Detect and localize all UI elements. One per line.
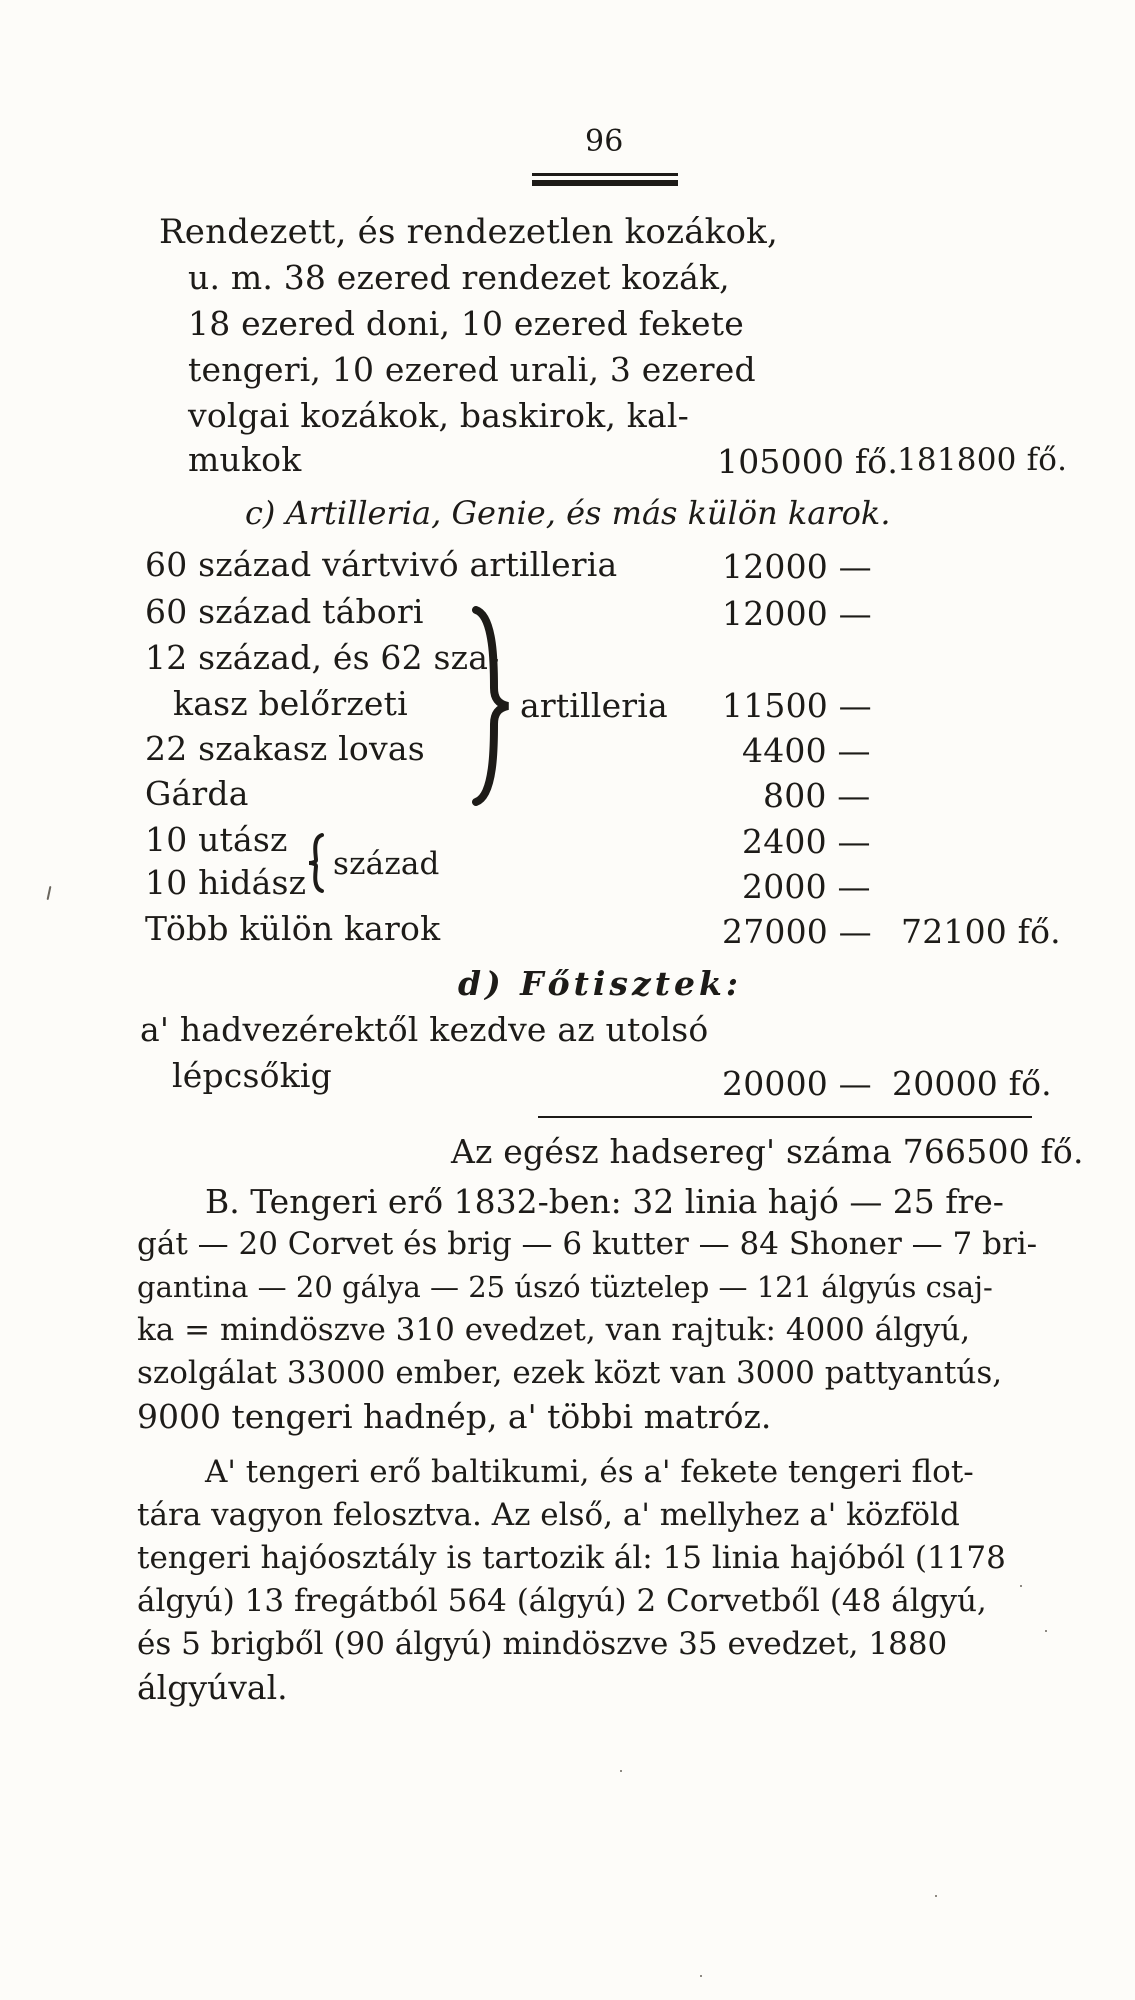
page-number: 96	[585, 124, 624, 159]
artilleria-row-3-label: 12 század, és 62 sza-	[145, 638, 500, 677]
para-b-line-5: szolgálat 33000 ember, ezek közt van 3000 pattyantús,	[137, 1355, 1003, 1391]
section-d-line-1: a' hadvezérektől kezdve az utolsó	[140, 1010, 709, 1049]
cossacks-line-2: u. m. 38 ezered rendezet kozák,	[188, 258, 730, 297]
para-fleet-line-4: álgyú) 13 fregátból 564 (álgyú) 2 Corvetből (48 álgyú,	[137, 1583, 987, 1619]
cossacks-value: 105000 fő.	[717, 442, 899, 481]
artilleria-row-6-label: Gárda	[145, 774, 249, 813]
section-d-line-2: lépcsőkig	[172, 1056, 332, 1095]
paragraph-b	[137, 1180, 1038, 1438]
grand-total: Az egész hadsereg' száma 766500 fő.	[451, 1132, 1084, 1171]
paper-speck	[47, 886, 52, 900]
para-fleet-line-3: tengeri hajóosztály is tartozik ál: 15 linia hajóból (1178	[137, 1540, 1006, 1576]
artilleria-row-8-value: 2000 —	[742, 867, 871, 906]
artilleria-row-9-label: Több külön karok	[145, 909, 441, 948]
para-fleet-line-2: tára vagyon felosztva. Az első, a' mellyhez a' közföld	[137, 1497, 960, 1533]
artilleria-row-1-value: 12000 —	[722, 547, 872, 586]
artilleria-row-2-label: 60 század tábori	[145, 592, 424, 631]
para-b-line-6: 9000 tengeri hadnép, a' többi matróz.	[137, 1397, 772, 1436]
header-rule	[532, 173, 678, 176]
section-d-total: 20000 fő.	[892, 1064, 1052, 1103]
para-fleet-line-6: álgyúval.	[137, 1668, 288, 1707]
brace-artilleria-label: artilleria	[520, 686, 668, 725]
para-fleet-line-1: A' tengeri erő baltikumi, és a' fekete tengeri flot-	[205, 1454, 974, 1490]
para-b-line-4: ka = mindöszve 310 evedzet, van rajtuk: 4000 álgyú,	[137, 1312, 971, 1348]
header-rule-thick	[532, 180, 678, 186]
artilleria-row-6-value: 800 —	[763, 776, 871, 815]
artilleria-row-2-value: 12000 —	[722, 594, 872, 633]
artilleria-row-4-label: kasz belőrzeti	[173, 684, 408, 723]
brace-artilleria	[468, 606, 512, 806]
paper-speck	[1045, 1630, 1047, 1632]
para-b-line-3: gantina — 20 gálya — 25 úszó tüztelep — 121 álgyús csaj-	[137, 1270, 993, 1304]
artilleria-row-5-label: 22 szakasz lovas	[145, 729, 425, 768]
artilleria-row-8-label: 10 hidász	[145, 863, 307, 902]
artilleria-row-9-value: 27000 —	[722, 912, 872, 951]
paper-speck	[620, 1770, 622, 1772]
brace-szazad	[306, 832, 328, 894]
cossacks-line-3: 18 ezered doni, 10 ezered fekete	[188, 304, 744, 343]
artilleria-row-7-label: 10 utász	[145, 820, 288, 859]
artilleria-row-1-label: 60 század vártvivó artilleria	[145, 545, 618, 584]
cossacks-line-5: volgai kozákok, baskirok, kal-	[188, 396, 689, 435]
para-b-line-1: B. Tengeri erő 1832-ben: 32 linia hajó — 25 fre-	[205, 1182, 1004, 1221]
paper-speck	[700, 1975, 702, 1977]
artilleria-row-7-value: 2400 —	[742, 822, 871, 861]
cossacks-total: 181800 fő.	[897, 442, 1068, 478]
section-c-heading: c) Artilleria, Genie, és más külön karok.	[245, 494, 891, 532]
section-d-value: 20000 —	[722, 1064, 872, 1103]
paragraph-fleet	[137, 1451, 1032, 1709]
cossacks-line-4: tengeri, 10 ezered urali, 3 ezered	[188, 350, 756, 389]
brace-szazad-label: század	[333, 846, 440, 882]
para-fleet-line-5: és 5 brigből (90 álgyú) mindöszve 35 evedzet, 1880	[137, 1626, 948, 1662]
para-b-line-2: gát — 20 Corvet és brig — 6 kutter — 84 Shoner — 7 bri-	[137, 1226, 1038, 1262]
total-rule	[538, 1116, 1032, 1118]
paper-speck	[1020, 1585, 1022, 1587]
section-c-total: 72100 fő.	[901, 912, 1061, 951]
artilleria-row-4-value: 11500 —	[722, 686, 872, 725]
artilleria-row-5-value: 4400 —	[742, 731, 871, 770]
paper-speck	[935, 1895, 937, 1897]
section-d-heading: d) Főtisztek:	[458, 964, 742, 1003]
cossacks-line-6: mukok	[188, 440, 302, 479]
cossacks-line-1: Rendezett, és rendezetlen kozákok,	[159, 212, 778, 252]
